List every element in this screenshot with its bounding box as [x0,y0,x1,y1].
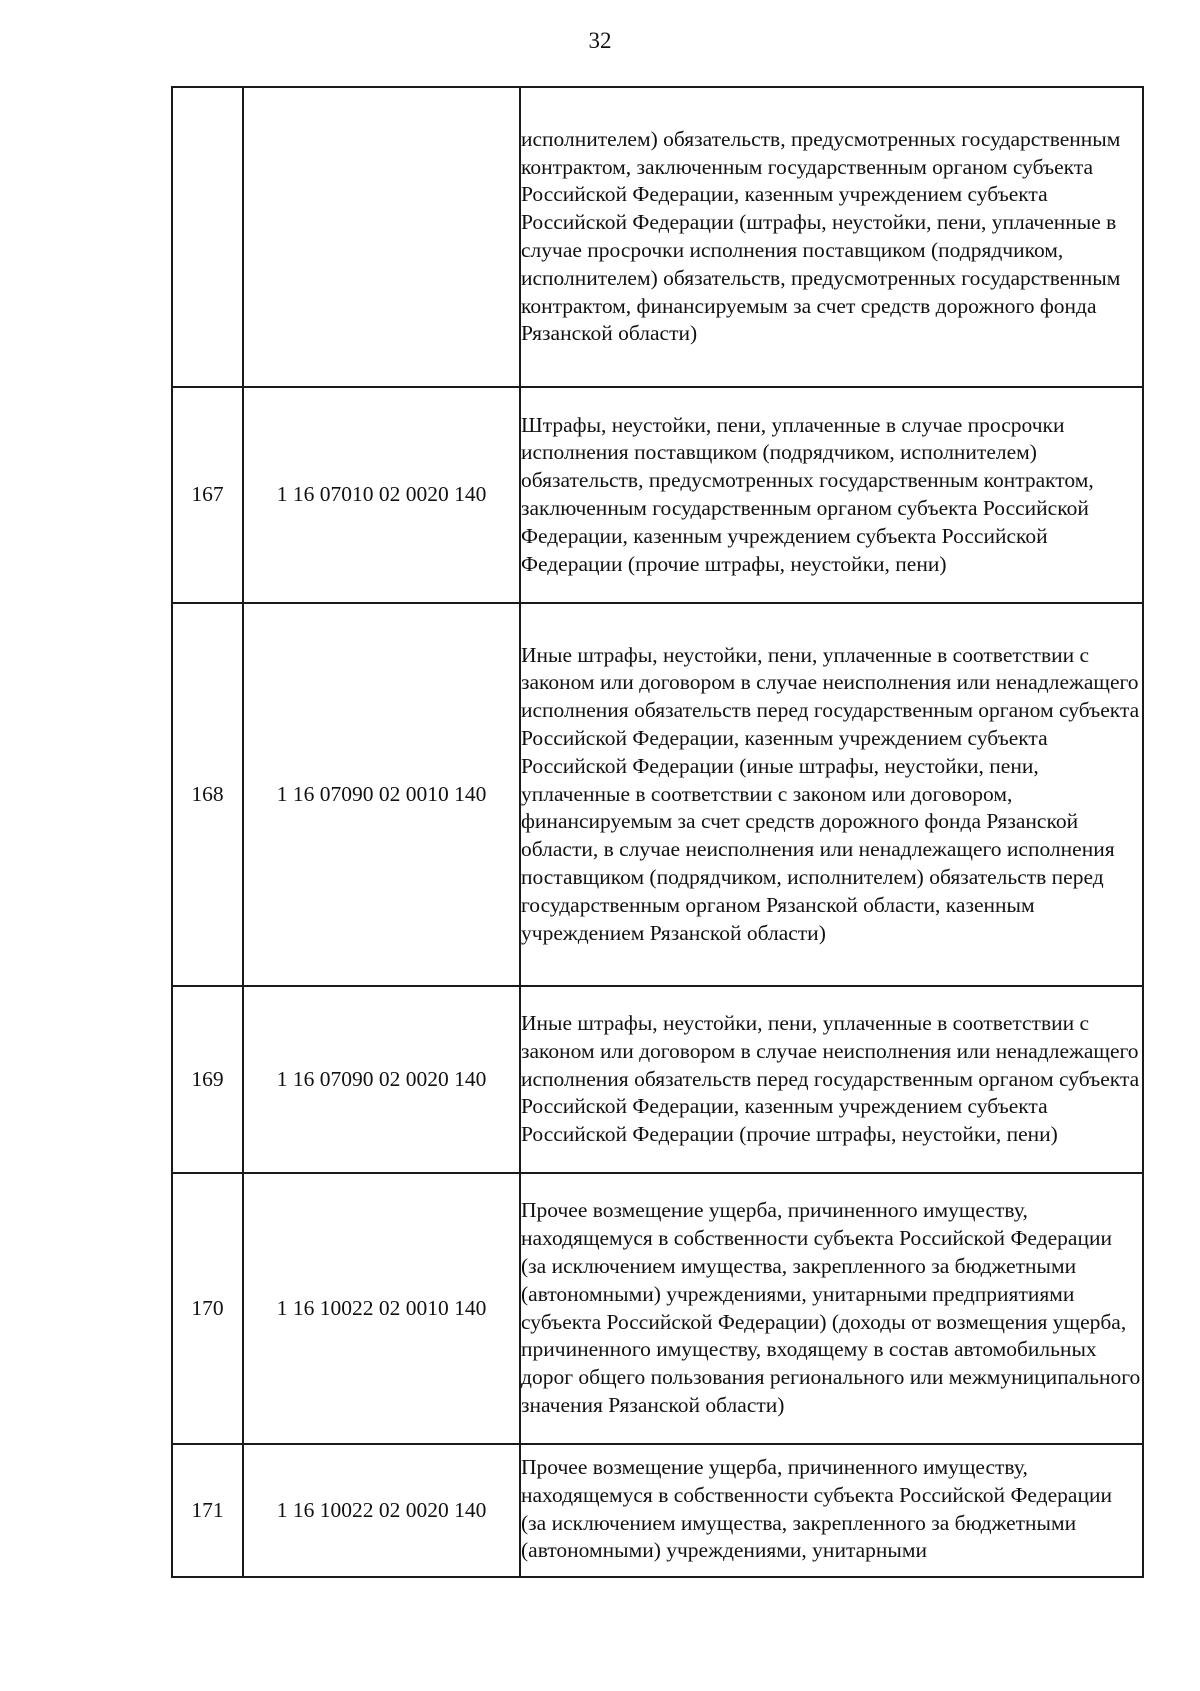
row-number: 169 [172,986,243,1173]
revenue-description: Штрафы, неустойки, пени, уплаченные в случае просрочки исполнения поставщиком (подрядчиком, исполнителем) обязательств, предусмотренных государственным контрактом, заключенным государственным органом субъекта Российской Федерации, казенным учреждением субъекта Российской Федерации (прочие штрафы, неустойки, пени) [520,387,1143,603]
revenue-description: Прочее возмещение ущерба, причиненного имуществу, находящемуся в собственности субъекта Российской Федерации (за исключением имущества, закрепленного за бюджетными (автономными) учреждениями, унитарными [520,1444,1143,1577]
revenue-code: 1 16 07010 02 0020 140 [243,387,520,603]
revenue-code: 1 16 07090 02 0010 140 [243,603,520,986]
table-row [172,603,1143,986]
revenue-description: исполнителем) обязательств, предусмотренных государственным контрактом, заключенным государственным органом субъекта Российской Федерации, казенным учреждением субъекта Российской Федерации (штрафы, неустойки, пени, уплаченные в случае просрочки исполнения поставщиком (подрядчиком, исполнителем) обязательств, предусмотренных государственным контрактом, финансируемым за счет средств дорожного фонда Рязанской области) [520,87,1143,387]
row-number: 171 [172,1444,243,1577]
revenue-description: Иные штрафы, неустойки, пени, уплаченные в соответствии с законом или договором в случае неисполнения или ненадлежащего исполнения обязательств перед государственным органом субъекта Российской Федерации, казенным учреждением субъекта Российской Федерации (иные штрафы, неустойки, пени, уплаченные в соответствии с законом или договором, финансируемым за счет средств дорожного фонда Рязанской области, в случае неисполнения или ненадлежащего исполнения поставщиком (подрядчиком, исполнителем) обязательств перед государственным органом Рязанской области, казенным учреждением Рязанской области) [520,603,1143,986]
revenue-codes-table [171,86,1144,1578]
revenue-code: 1 16 07090 02 0020 140 [243,986,520,1173]
revenue-code: 1 16 10022 02 0020 140 [243,1444,520,1577]
row-number: 167 [172,387,243,603]
row-number [172,87,243,387]
table-row [172,986,1143,1173]
row-number: 168 [172,603,243,986]
table-row [172,1173,1143,1444]
revenue-description: Иные штрафы, неустойки, пени, уплаченные в соответствии с законом или договором в случае неисполнения или ненадлежащего исполнения обязательств перед государственным органом субъекта Российской Федерации, казенным учреждением субъекта Российской Федерации (прочие штрафы, неустойки, пени) [520,986,1143,1173]
revenue-description: Прочее возмещение ущерба, причиненного имуществу, находящемуся в собственности субъекта Российской Федерации (за исключением имущества, закрепленного за бюджетными (автономными) учреждениями, унитарными предприятиями субъекта Российской Федерации) (доходы от возмещения ущерба, причиненного имуществу, входящему в состав автомобильных дорог общего пользования регионального или межмуниципального значения Рязанской области) [520,1173,1143,1444]
table-row [172,1444,1143,1577]
revenue-code [243,87,520,387]
table-row [172,87,1143,387]
page-number: 32 [588,28,612,53]
revenue-code: 1 16 10022 02 0010 140 [243,1173,520,1444]
row-number: 170 [172,1173,243,1444]
table-row [172,387,1143,603]
